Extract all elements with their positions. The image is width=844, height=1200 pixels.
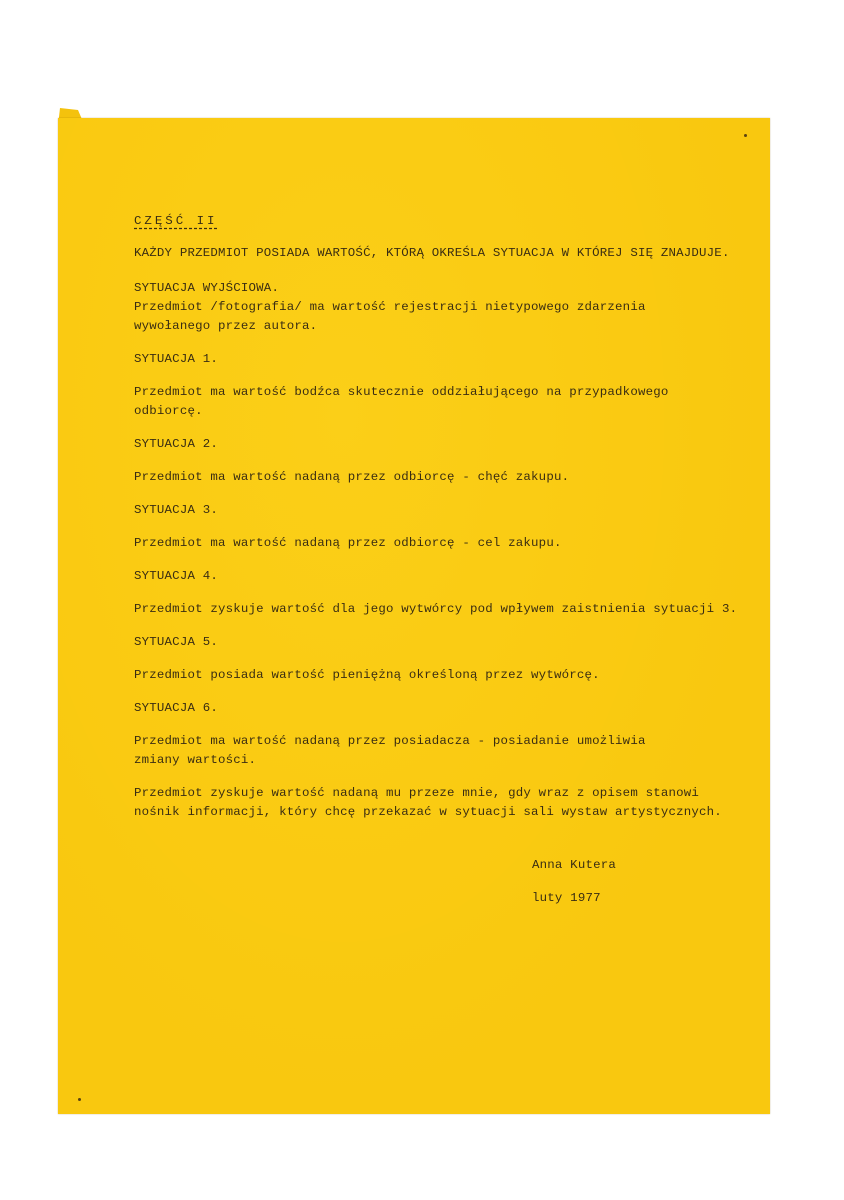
paper-speck	[78, 1098, 81, 1101]
section-heading: CZĘŚĆ II	[134, 214, 218, 228]
situation-text: Przedmiot ma wartość nadaną przez odbiorcę - chęć zakupu.	[134, 470, 570, 484]
situation-text: zmiany wartości.	[134, 753, 257, 767]
document-date: luty 1977	[532, 891, 601, 905]
closing-text: Przedmiot zyskuje wartość nadaną mu przeze mnie, gdy wraz z opisem stanowi	[134, 786, 700, 800]
paper-speck	[744, 134, 747, 137]
situation-heading: SYTUACJA 4.	[134, 569, 218, 583]
situation-text: Przedmiot ma wartość nadaną przez posiadacza - posiadanie umożliwia	[134, 734, 646, 748]
situation-heading: SYTUACJA 1.	[134, 352, 218, 366]
situation-heading: SYTUACJA 2.	[134, 437, 218, 451]
situation-text: Przedmiot zyskuje wartość dla jego wytwórcy pod wpływem zaistnienia sytuacji 3.	[134, 602, 738, 616]
situation-text: Przedmiot posiada wartość pieniężną określoną przez wytwórcę.	[134, 668, 600, 682]
thesis-line: KAŻDY PRZEDMIOT POSIADA WARTOŚĆ, KTÓRĄ OKREŚLA SYTUACJA W KTÓREJ SIĘ ZNAJDUJE.	[134, 246, 730, 260]
situation-heading: SYTUACJA 3.	[134, 503, 218, 517]
situation-heading: SYTUACJA 6.	[134, 701, 218, 715]
typed-text-block	[134, 214, 754, 822]
situation-text: wywołanego przez autora.	[134, 319, 318, 333]
yellow-sheet	[58, 118, 770, 1114]
situation-text: Przedmiot /fotografia/ ma wartość rejestracji nietypowego zdarzenia	[134, 300, 646, 314]
closing-text: nośnik informacji, który chcę przekazać w sytuacji sali wystaw artystycznych.	[134, 805, 722, 819]
situation-heading: SYTUACJA WYJŚCIOWA.	[134, 281, 280, 295]
signature-block	[532, 856, 616, 908]
author-name: Anna Kutera	[532, 858, 616, 872]
situation-text: Przedmiot ma wartość bodźca skutecznie oddziałującego na przypadkowego	[134, 385, 669, 399]
situation-text: Przedmiot ma wartość nadaną przez odbiorcę - cel zakupu.	[134, 536, 562, 550]
situation-text: odbiorcę.	[134, 404, 203, 418]
situation-heading: SYTUACJA 5.	[134, 635, 218, 649]
